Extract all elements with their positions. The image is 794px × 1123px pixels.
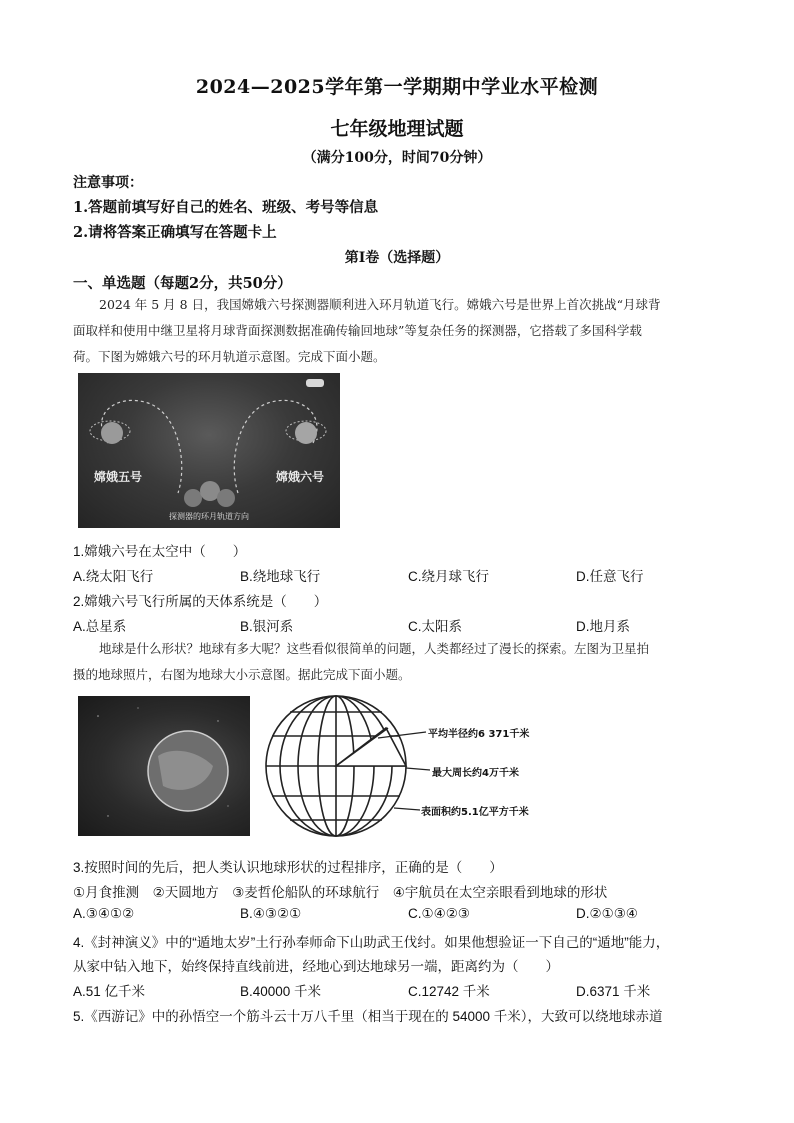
exam-title: 2024—2025学年第一学期期中学业水平检测 bbox=[195, 76, 599, 98]
passage-2 bbox=[73, 636, 721, 688]
label-radius: 平均半径约6 371千米 bbox=[428, 729, 530, 740]
q3-option-a[interactable]: A.③④①② bbox=[73, 906, 135, 921]
orbit-label-change5: 嫦娥五号 bbox=[94, 470, 143, 484]
question-5-stem: 5.《西游记》中的孙悟空一个筋斗云十万八千里（相当于现在的 54000 千米），大致可以绕地球赤道 bbox=[73, 1009, 663, 1024]
volume-heading: 第Ⅰ卷（选择题） bbox=[344, 250, 450, 266]
orbit-label-change6: 嫦娥六号 bbox=[276, 470, 325, 484]
q4-option-b[interactable]: B.40000 千米 bbox=[240, 984, 322, 999]
notice-item-1: 1.答题前填写好自己的姓名、班级、考号等信息 bbox=[73, 199, 379, 216]
question-3-stem: 3.按照时间的先后，把人类认识地球形状的过程排序，正确的是（ ） bbox=[73, 860, 503, 875]
earth-photo bbox=[78, 696, 250, 836]
q1-option-a[interactable]: A.绕太阳飞行 bbox=[73, 569, 154, 584]
passage-1-line: 荷。下图为嫦娥六号的环月轨道示意图。完成下面小题。 bbox=[73, 349, 386, 364]
q4-option-d[interactable]: D.6371 千米 bbox=[576, 984, 651, 999]
q3-option-c[interactable]: C.①④②③ bbox=[408, 906, 470, 921]
passage-1-line: 面取样和使用中继卫星将月球背面探测数据准确传输回地球”等复杂任务的探测器，它搭载了多国科学载 bbox=[73, 323, 642, 338]
passage-1 bbox=[73, 292, 721, 370]
orbit-figure bbox=[78, 373, 340, 528]
question-4-stem-line-1: 4.《封神演义》中的“遁地太岁”土行孙奉师命下山助武王伐纣。如果他想验证一下自己的“遁地”能力， bbox=[73, 935, 670, 950]
question-4-stem-line-2: 从家中钻入地下，始终保持直线前进，经地心到达地球另一端，距离约为（ ） bbox=[73, 959, 559, 974]
q3-option-d[interactable]: D.②①③④ bbox=[576, 906, 638, 921]
q2-option-b[interactable]: B.银河系 bbox=[240, 619, 294, 634]
passage-2-line: 摄的地球照片，右图为地球大小示意图。据此完成下面小题。 bbox=[73, 667, 411, 682]
q2-option-c[interactable]: C.太阳系 bbox=[408, 619, 462, 634]
q4-option-a[interactable]: A.51 亿千米 bbox=[73, 984, 146, 999]
q2-option-a[interactable]: A.总星系 bbox=[73, 619, 127, 634]
q1-option-b[interactable]: B.绕地球飞行 bbox=[240, 569, 321, 584]
earth-size-diagram bbox=[258, 688, 538, 843]
exam-subject: 七年级地理试题 bbox=[330, 118, 464, 140]
label-surface-area: 表面积约5.1亿平方千米 bbox=[421, 807, 529, 818]
passage-1-line: 2024 年 5 月 8 日，我国嫦娥六号探测器顺利进入环月轨道飞行。嫦娥六号是世界上首次挑战“月球背 bbox=[99, 297, 661, 312]
notice-item-2: 2.请将答案正确填写在答题卡上 bbox=[73, 224, 277, 241]
notice-heading: 注意事项： bbox=[73, 175, 143, 191]
earth-photo-illustration bbox=[78, 696, 250, 836]
section-heading: 一、单选题（每题2分，共50分） bbox=[73, 275, 292, 292]
question-2-stem: 2.嫦娥六号飞行所属的天体系统是（ ） bbox=[73, 594, 328, 609]
q2-option-d[interactable]: D.地月系 bbox=[576, 619, 630, 634]
q1-option-c[interactable]: C.绕月球飞行 bbox=[408, 569, 489, 584]
question-1-stem: 1.嫦娥六号在太空中（ ） bbox=[73, 544, 247, 559]
q3-option-b[interactable]: B.④③②① bbox=[240, 906, 302, 921]
q4-option-c[interactable]: C.12742 千米 bbox=[408, 984, 490, 999]
orbit-illustration bbox=[78, 373, 340, 528]
orbit-caption: 探测器的环月轨道方向 bbox=[169, 512, 249, 521]
label-circumference: 最大周长约4万千米 bbox=[432, 768, 519, 779]
q1-option-d[interactable]: D.任意飞行 bbox=[576, 569, 644, 584]
passage-2-line: 地球是什么形状？地球有多大呢？这些看似很简单的问题，人类都经过了漫长的探索。左图为卫星拍 bbox=[99, 641, 650, 656]
question-3-items: ①月食推测 ②天圆地方 ③麦哲伦船队的环球航行 ④宇航员在太空亲眼看到地球的形状 bbox=[73, 885, 608, 900]
exam-subtitle: （满分100分，时间70分钟） bbox=[302, 150, 492, 166]
